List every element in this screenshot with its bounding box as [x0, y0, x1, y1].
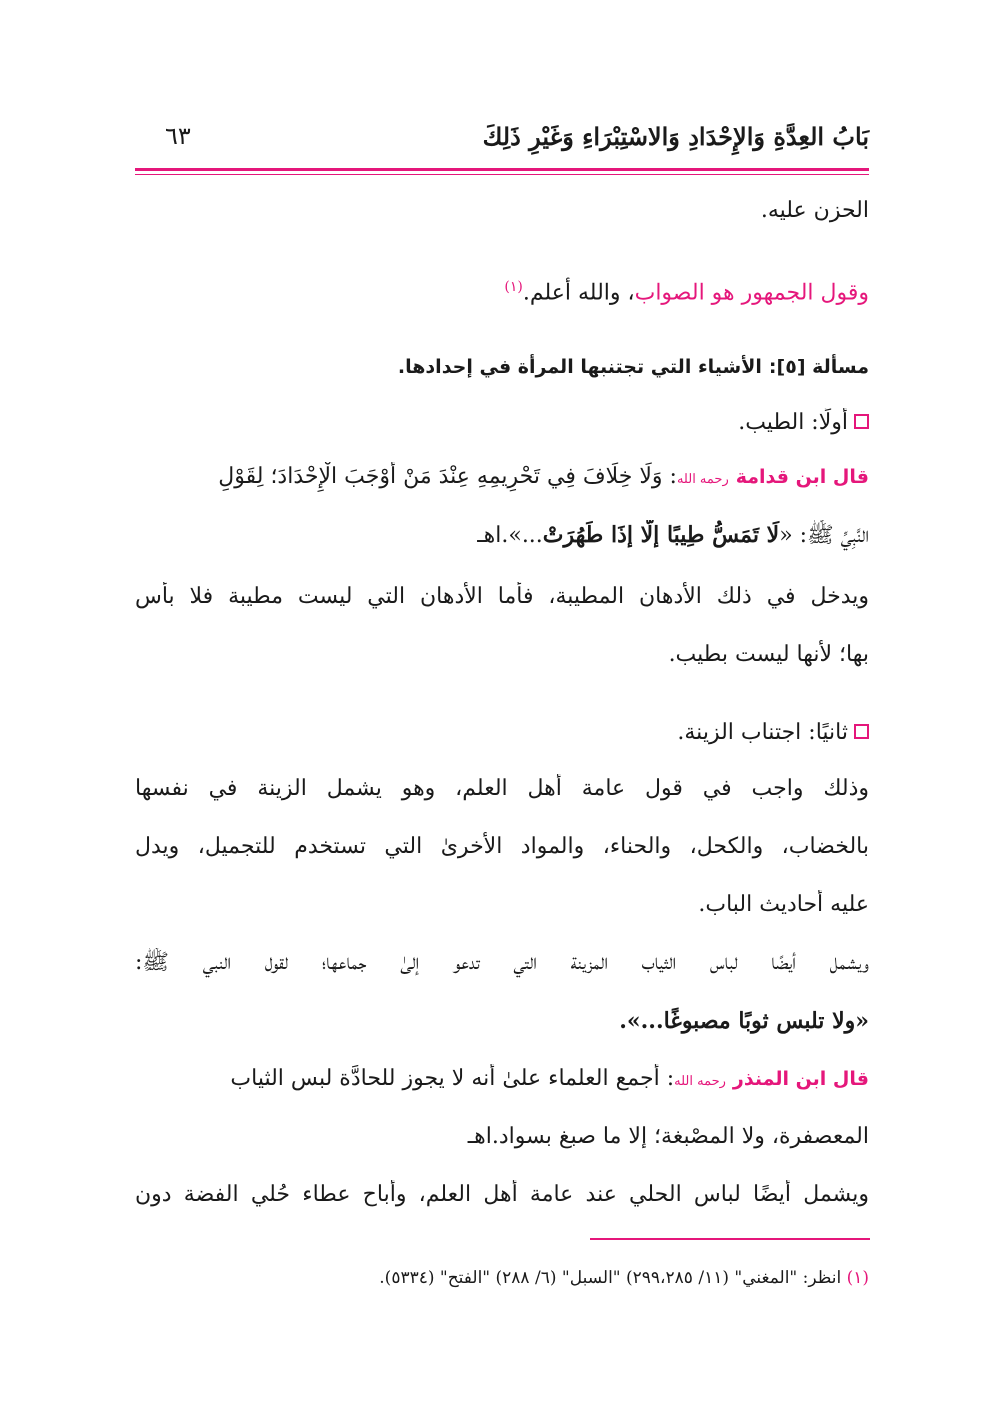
footnote-text: انظر: "المغني" (١١/ ٢٩٩،٢٨٥) "السبل" (٦/ ٢٨٨) "الفتح" (٥٣٣٤). — [379, 1268, 842, 1288]
issue-heading — [135, 352, 869, 382]
point-heading — [135, 718, 869, 748]
text-line — [135, 1122, 869, 1152]
header-rule-thin — [135, 174, 869, 175]
point-heading — [135, 408, 869, 438]
quote-text: : وَلَا خِلَافَ فِي تَحْرِيمِهِ عِنْدَ مَنْ أَوْجَبَ الْإِحْدَادَ؛ لِقَوْلِ — [218, 464, 677, 489]
text-line — [135, 890, 869, 920]
text-line — [135, 948, 869, 978]
point-title: أولًا: الطيب. — [738, 410, 848, 435]
text-fragment: ويشمل أيضًا لباس الثياب المزينة التي تدعو إلىٰ جماعها؛ لقول النبي ﷺ: — [135, 950, 869, 975]
text-line — [135, 1006, 869, 1037]
text-line — [135, 832, 869, 862]
text-fragment: بالخضاب، والكحل، والحناء، والمواد الأخرىٰ التي تستخدم للتجميل، ويدل — [135, 834, 869, 859]
text-line — [135, 196, 869, 226]
footnote — [135, 1266, 869, 1290]
scholar-name: قال ابن المنذر — [732, 1068, 869, 1090]
square-bullet-icon — [854, 414, 869, 429]
text-line — [135, 520, 869, 551]
text-line — [135, 640, 869, 670]
text-fragment: النَّبِيِّ ﷺ: « — [779, 523, 869, 548]
square-bullet-icon — [854, 724, 869, 739]
scholar-name: قال ابن قدامة — [735, 466, 869, 488]
text-line — [135, 462, 869, 495]
text-fragment: بها؛ لأنها ليست بطيب. — [668, 642, 869, 667]
text-line — [135, 774, 869, 804]
text-fragment: ويدخل في ذلك الأدهان المطيبة، فأما الأدهان التي ليست مطيبة فلا بأس — [135, 584, 869, 609]
text-fragment: وذلك واجب في قول عامة أهل العلم، وهو يشمل الزينة في نفسها — [135, 776, 869, 801]
text-fragment: المعصفرة، ولا المصْبغة؛ إلا ما صبغ بسواد.اهـ — [467, 1124, 869, 1149]
hadith-quote: لَا تَمَسُّ طِيبًا إلَّا إذَا طَهُرَتْ — [542, 522, 780, 548]
text-fragment: ، والله أعلم. — [522, 280, 635, 306]
running-header — [135, 122, 869, 162]
text-line — [135, 272, 869, 308]
text-fragment: ويشمل أيضًا لباس الحلي عند عامة أهل العلم، وأباح عطاء حُلي الفضة دون — [135, 1182, 869, 1207]
footnote-rule — [590, 1238, 870, 1240]
chapter-title: بَابُ العِدَّةِ وَالإِحْدَادِ وَالاسْتِبْرَاءِ وَغَيْرِ ذَلِكَ — [482, 122, 869, 151]
text-line — [135, 1064, 869, 1097]
text-fragment: عليه أحاديث الباب. — [698, 892, 869, 917]
footnote-marker[interactable]: (١) — [504, 279, 523, 295]
header-rule-thick — [135, 168, 869, 171]
issue-label: مسألة [٥]: — [768, 356, 869, 378]
text-fragment: الحزن عليه. — [760, 198, 869, 223]
text-fragment: ...».اهـ — [477, 523, 543, 548]
text-line — [135, 1180, 869, 1210]
issue-title: الأشياء التي تجتنبها المرأة في إحدادها. — [397, 356, 762, 378]
page-number: ٦٣ — [165, 122, 191, 150]
hadith-quote: «ولا تلبس ثوبًا مصبوغًا...». — [619, 1008, 869, 1034]
honorific: رحمه الله — [674, 1074, 726, 1089]
honorific: رحمه الله — [676, 472, 729, 487]
text-line — [135, 582, 869, 612]
highlighted-statement: وقول الجمهور هو الصواب — [634, 280, 869, 306]
point-title: ثانيًا: اجتناب الزينة. — [677, 720, 848, 745]
quote-text: : أجمع العلماء علىٰ أنه لا يجوز للحادَّة لبس الثياب — [230, 1066, 675, 1091]
footnote-number: (١) — [846, 1268, 869, 1288]
